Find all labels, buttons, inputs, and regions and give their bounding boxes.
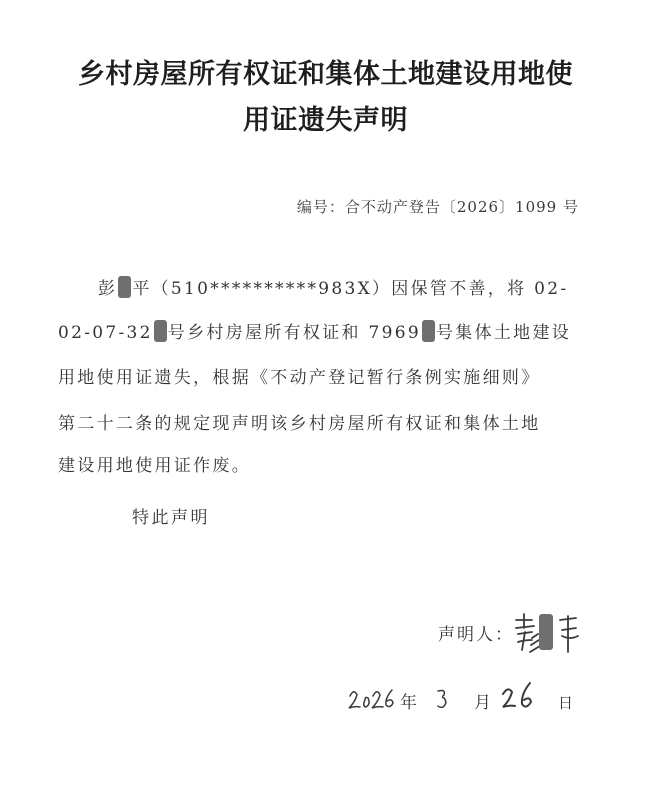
body-line-1-text: 平（510**********983X）因保管不善，将 02- bbox=[132, 279, 569, 299]
body-line-2 bbox=[58, 318, 578, 343]
document-serial-number: 编号：合不动产登告〔2026〕1099 号 bbox=[296, 198, 579, 216]
redaction-box bbox=[422, 320, 435, 342]
year-label: 年 bbox=[400, 693, 417, 713]
declarant-label: 声明人： bbox=[438, 625, 514, 645]
certificate-number-prefix: 02-07-32 bbox=[58, 323, 153, 343]
closing-statement: 特此声明 bbox=[132, 508, 210, 528]
document-title-line-2: 用证遗失声明 bbox=[243, 105, 408, 136]
handwritten-day bbox=[500, 680, 536, 714]
handwritten-month bbox=[436, 688, 450, 710]
body-line-2-tail: 号集体土地建设 bbox=[435, 323, 572, 343]
declarant-surname: 彭 bbox=[98, 279, 118, 299]
signature-date bbox=[348, 680, 588, 724]
body-line-5: 建设用地使用证作废。 bbox=[58, 456, 251, 476]
handwritten-signature bbox=[512, 610, 582, 656]
day-label: 日 bbox=[558, 694, 574, 712]
redaction-box bbox=[118, 276, 131, 298]
body-line-4: 第二十二条的规定现声明该乡村房屋所有权证和集体土地 bbox=[58, 414, 541, 434]
body-line-3: 用地使用证遗失，根据《不动产登记暂行条例实施细则》 bbox=[58, 368, 541, 388]
body-line-2-text: 号乡村房屋所有权证和 7969 bbox=[167, 323, 421, 343]
body-line-1 bbox=[98, 274, 578, 299]
document-title-line-1: 乡村房屋所有权证和集体土地建设用地使 bbox=[78, 59, 573, 90]
month-label: 月 bbox=[474, 693, 491, 713]
handwritten-year bbox=[348, 686, 396, 712]
redaction-box bbox=[154, 320, 167, 342]
